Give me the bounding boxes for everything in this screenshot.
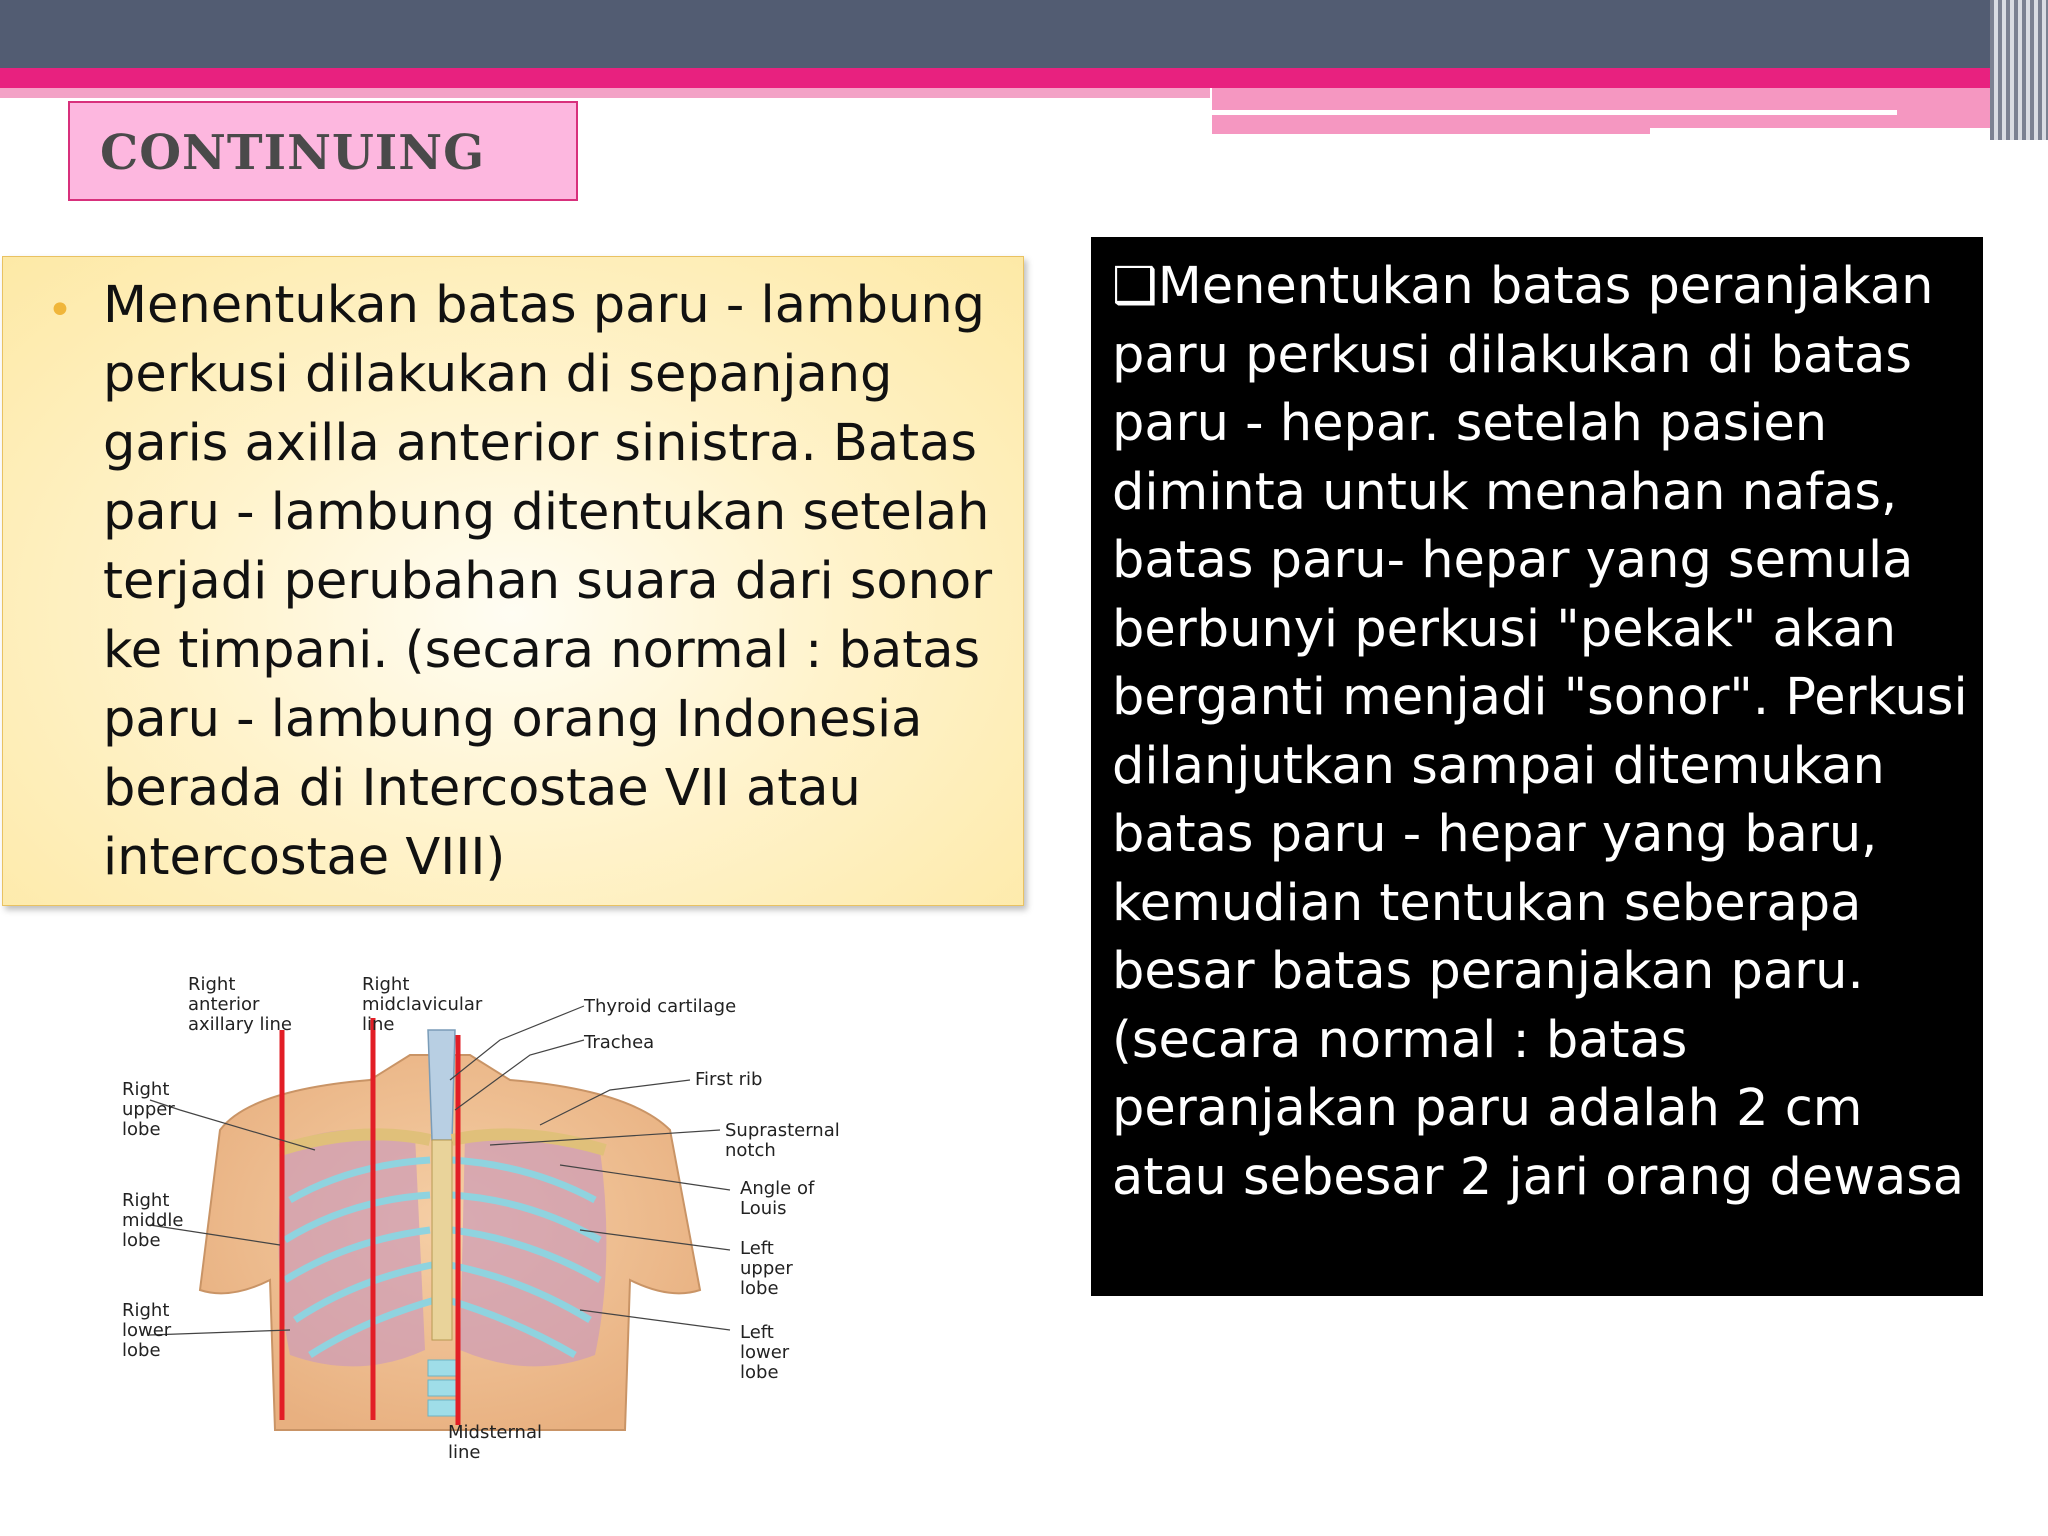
- thorax-diagram: [110, 960, 870, 1480]
- right-text-box: [1091, 237, 1983, 1296]
- label-left-lower-1: Left: [740, 1322, 774, 1343]
- label-trachea: Trachea: [584, 1032, 655, 1053]
- vertebrae: [428, 1360, 456, 1416]
- label-midsternal-2: line: [448, 1442, 481, 1463]
- label-left-lower-3: lobe: [740, 1362, 779, 1383]
- label-right-upper-3: lobe: [122, 1119, 161, 1140]
- label-right-lower-3: lobe: [122, 1340, 161, 1361]
- label-left-lower-2: lower: [740, 1342, 790, 1363]
- sternum-shape: [432, 1140, 452, 1340]
- trachea-shape: [428, 1030, 455, 1140]
- checkbox-icon: ❑: [1112, 257, 1158, 316]
- label-midsternal-1: Midsternal: [448, 1422, 542, 1443]
- label-angle-of-louis-1: Angle of: [740, 1178, 815, 1199]
- accent-divider: [1212, 110, 1897, 115]
- label-midclavicular-3: line: [362, 1014, 395, 1035]
- accent-gap: [1650, 128, 2012, 138]
- slide-title: CONTINUING: [100, 125, 486, 181]
- label-right-upper-1: Right: [122, 1079, 170, 1100]
- accent-stripe: [0, 68, 2048, 88]
- left-paragraph: Menentukan batas paru - lambung perkusi dilakukan di sepanjang garis axilla anterior sinistra. Batas paru - lambung ditentukan setelah terjadi perubahan suara dari sonor ke timpani. (secara normal : batas paru - lambung orang Indonesia berada di Intercostae VII atau intercostae VIII): [103, 276, 993, 887]
- label-midclavicular-1: Right: [362, 974, 410, 995]
- right-paragraph-text: Menentukan batas peranjakan paru perkusi dilakukan di batas paru - hepar. setelah pasien diminta untuk menahan nafas, batas paru- hepar yang semula berbunyi perkusi "pekak" akan berganti menjadi "sonor". Perkusi dilanjutkan sampai ditemukan batas paru - hepar yang baru, kemudian tentukan seberapa besar batas peranjakan paru. (secara normal : batas peranjakan paru adalah 2 cm atau sebesar 2 jari orang dewasa: [1112, 257, 1968, 1207]
- label-suprasternal-2: notch: [725, 1140, 776, 1161]
- label-left-upper-2: upper: [740, 1258, 793, 1279]
- left-text-box: [2, 256, 1024, 906]
- label-right-middle-2: middle: [122, 1210, 184, 1231]
- label-right-middle-1: Right: [122, 1190, 170, 1211]
- label-right-lower-1: Right: [122, 1300, 170, 1321]
- label-right-anterior-3: axillary line: [188, 1014, 292, 1035]
- label-angle-of-louis-2: Louis: [740, 1198, 787, 1219]
- label-right-anterior-2: anterior: [188, 994, 260, 1015]
- label-right-upper-2: upper: [122, 1099, 175, 1120]
- label-left-upper-1: Left: [740, 1238, 774, 1259]
- label-left-upper-3: lobe: [740, 1278, 779, 1299]
- accent-stripe-light: [0, 88, 1210, 98]
- title-box: [68, 101, 578, 201]
- right-paragraph: [1112, 253, 1972, 1212]
- bullet-icon: •: [47, 285, 73, 336]
- label-suprasternal-1: Suprasternal: [725, 1120, 840, 1141]
- label-right-middle-3: lobe: [122, 1230, 161, 1251]
- header-bar: [0, 0, 2048, 68]
- label-right-anterior-1: Right: [188, 974, 236, 995]
- label-midclavicular-2: midclavicular: [362, 994, 483, 1015]
- label-thyroid-cartilage: Thyroid cartilage: [584, 996, 737, 1017]
- edge-decoration: [1990, 0, 2048, 140]
- label-right-lower-2: lower: [122, 1320, 172, 1341]
- label-first-rib: First rib: [695, 1069, 763, 1090]
